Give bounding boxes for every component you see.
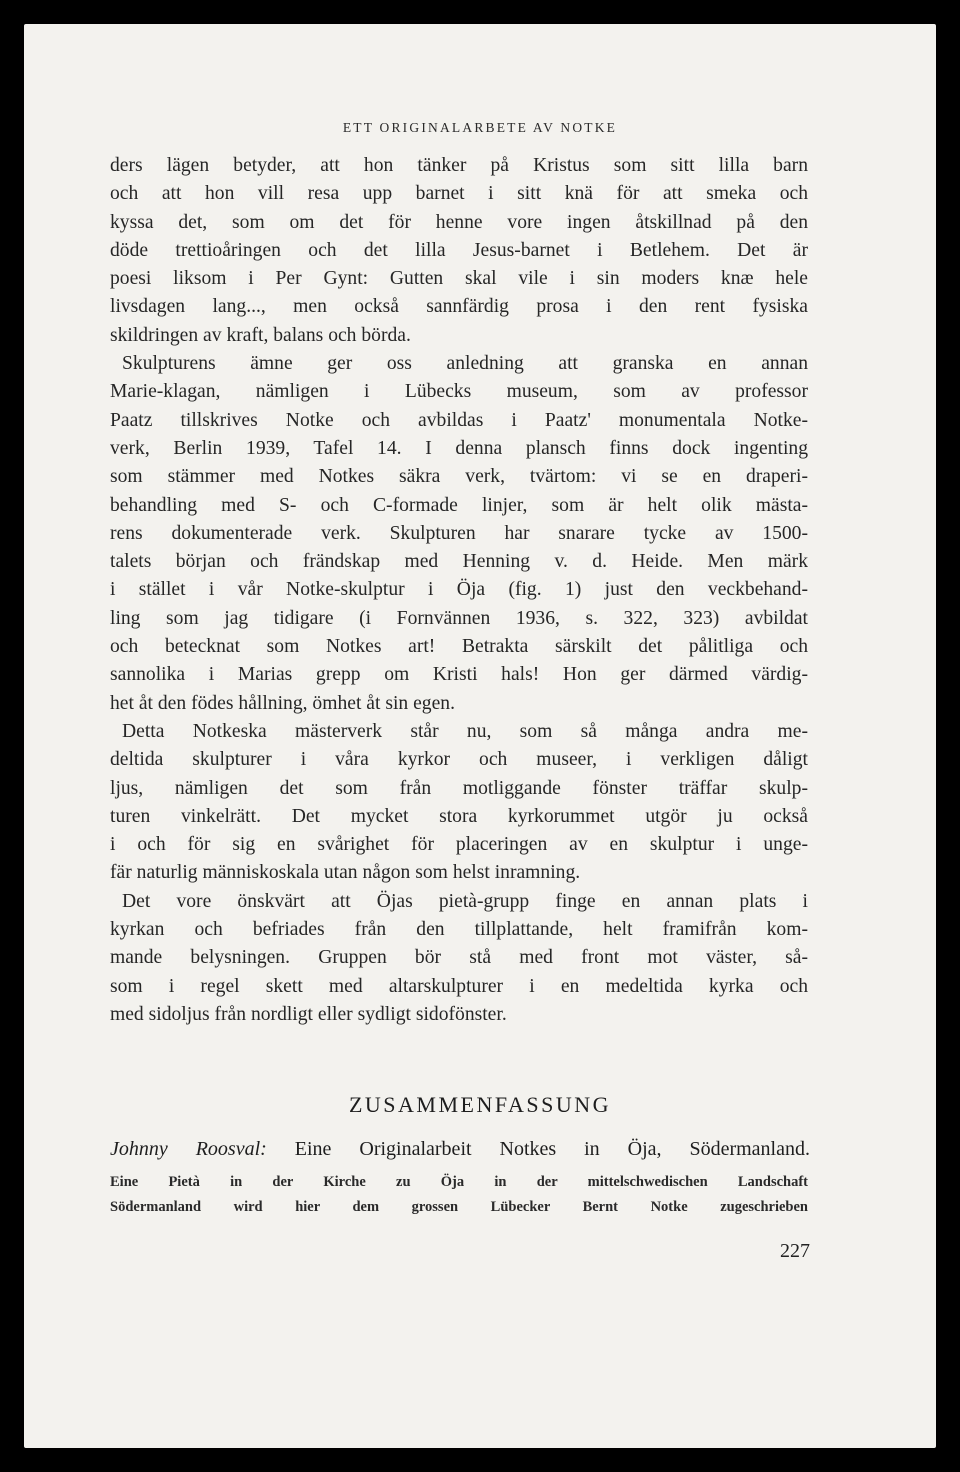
text-line: Paatz tillskrives Notke och avbildas i Paatz' monumentala Notke- (110, 409, 808, 431)
summary-title (110, 1138, 810, 1161)
section-heading: ZUSAMMENFASSUNG (348, 1092, 612, 1117)
text-line: talets början och frändskap med Henning v. d. Heide. Men märk (110, 551, 808, 573)
text-line: behandling med S- och C-formade linjer, som är helt olik mästa- (110, 494, 808, 516)
summary-author: Johnny Roosval: (110, 1138, 267, 1160)
text-line: och att hon vill resa upp barnet i sitt knä för att smeka och (110, 183, 808, 205)
text-line: med sidoljus från nordligt eller sydligt sidofönster. (110, 1003, 507, 1025)
text-line: Skulpturens ämne ger oss anledning att granska en annan (122, 353, 808, 375)
text-line: ljus, nämligen det som från motliggande fönster träffar skulp- (110, 777, 808, 799)
text-line: som i regel skett med altarskulpturer i en medeltida kyrka och (110, 975, 808, 997)
text-line: i stället i vår Notke-skulptur i Öja (fig. 1) just den veckbehand- (110, 579, 808, 601)
text-line: ders lägen betyder, att hon tänker på Kristus som sitt lilla barn (110, 155, 808, 176)
body-text (110, 152, 808, 1029)
text-line: i och för sig en svårighet för placeringen av en skulptur i unge- (110, 834, 808, 856)
summary-title-text: Eine Originalarbeit Notkes in Öja, Södermanland. (266, 1138, 810, 1160)
text-line: som stämmer med Notkes säkra verk, tvärtom: vi se en draperi- (110, 466, 808, 488)
text-line: Marie-klagan, nämligen i Lübecks museum, som av professor (110, 381, 808, 403)
text-line: Det vore önskvärt att Öjas pietà-grupp finge en annan plats i (122, 890, 808, 912)
text-line: kyrkan och befriades från den tillplattande, helt framifrån kom- (110, 919, 808, 941)
text-line: ling som jag tidigare (i Fornvännen 1936, s. 322, 323) avbildat (110, 607, 808, 629)
running-head: ETT ORIGINALARBETE AV NOTKE (342, 120, 618, 135)
text-line: och betecknat som Notkes art! Betrakta särskilt det pålitliga och (110, 636, 808, 658)
text-line: mande belysningen. Gruppen bör stå med front mot väster, så- (110, 947, 808, 969)
page-number: 227 (780, 1240, 810, 1262)
text-line: döde trettioåringen och det lilla Jesus-barnet i Betlehem. Det är (110, 239, 808, 261)
text-line: skildringen av kraft, balans och börda. (110, 324, 411, 346)
text-line: fär naturlig människoskala utan någon som helst inramning. (110, 862, 581, 884)
text-line: deltida skulpturer i våra kyrkor och museer, i verkligen dåligt (110, 749, 808, 771)
summary-line: Södermanland wird hier dem grossen Lübecker Bernt Notke zugeschrieben (110, 1199, 808, 1215)
text-line: kyssa det, som om det för henne vore ingen åtskillnad på den (110, 211, 808, 233)
text-line: poesi liksom i Per Gynt: Gutten skal vile i sin moders knæ hele (110, 268, 808, 290)
text-line: Detta Notkeska mästerverk står nu, som så många andra me- (122, 720, 808, 742)
text-line: rens dokumenterade verk. Skulpturen har snarare tycke av 1500- (110, 522, 808, 544)
text-line: sannolika i Marias grepp om Kristi hals! Hon ger därmed värdig- (110, 664, 808, 686)
summary-line: Eine Pietà in der Kirche zu Öja in der mittelschwedischen Landschaft (110, 1174, 808, 1190)
text-line: turen vinkelrätt. Det mycket stora kyrkorummet utgör ju också (110, 805, 808, 827)
text-line: het åt den födes hållning, ömhet åt sin egen. (110, 692, 455, 714)
text-line: livsdagen lang..., men också sannfärdig prosa i den rent fysiska (110, 296, 808, 318)
document-page (24, 24, 936, 1448)
summary-text (110, 1170, 808, 1220)
text-line: verk, Berlin 1939, Tafel 14. I denna plansch finns dock ingenting (110, 437, 808, 459)
